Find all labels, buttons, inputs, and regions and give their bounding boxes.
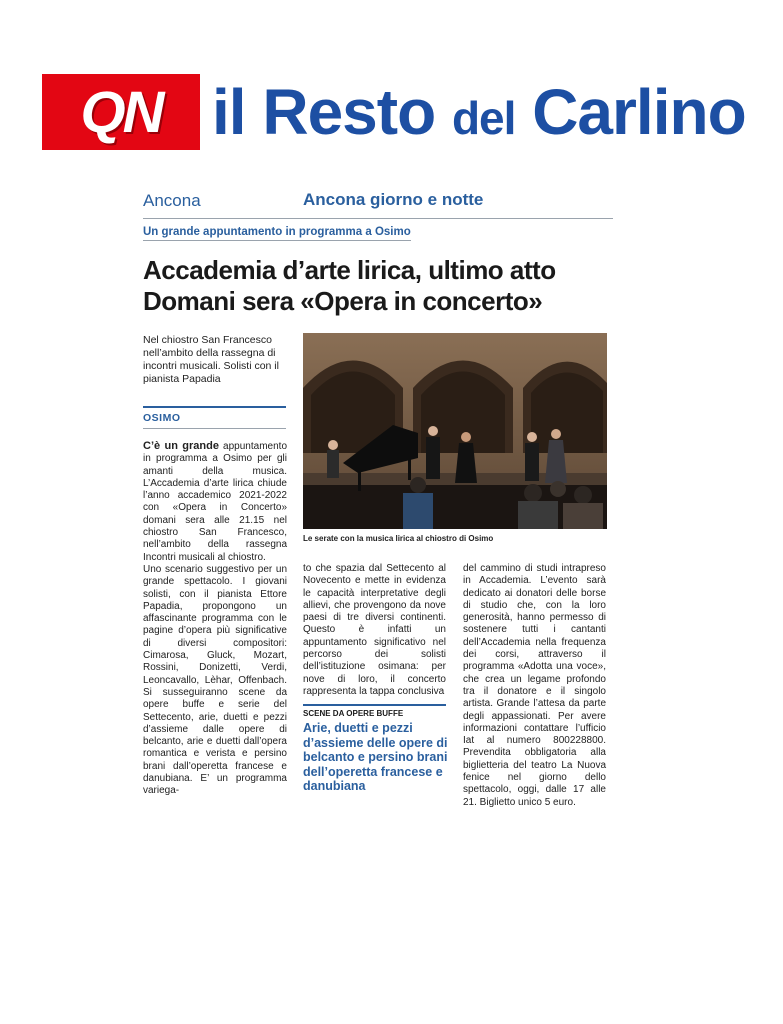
column-3-paragraph: del cammino di studi intrapreso in Accademia. L’evento sarà dedicato ai donatori delle borse di studio che, con la loro generosità, hanno permesso di sostenere tutti i cantanti dell’Accademia nella frequenza dei corsi, attraverso il programma «Adotta una voce», che crea un legame profondo tra il donatore e il singolo artista. Grande l’attesa da parte degli appassionati. Per avere informazioni contattare l’ufficio Iat al numero 800228800. Prevendita obbligatoria alla biglietteria del teatro La Nuova fenice nel giorno dello spettacolo, oggi, dalle 17 alle 21. Biglietto unico 5 euro. (463, 563, 606, 808)
masthead (42, 72, 746, 152)
column-1-paragraph-2: Uno scenario suggestivo per un grande spettacolo. I giovani solisti, con il pianista Ettore Papadia, propongono un affascinante programma con le pagine d’opera più significative di diversi compositori: Cimarosa, Gluck, Mozart, Rossini, Donizetti, Verdi, Leoncavallo, Lèhar, Offenbach. Si susseguiranno scene da opere buffe e serie del Settecento, arie, duetti e pezzi d’assieme dalle opere di belcanto, arie e duetti dall’opera romantica e verista e persino brani dall’operetta francese e danubiana. E’ un programma variega- (143, 563, 287, 797)
pull-quote: Arie, duetti e pezzi d’assieme delle opere di belcanto e persino brani dell’operetta francese e danubiana (303, 721, 448, 794)
newspaper-title-part2: del (451, 92, 516, 144)
newspaper-title-part1: il Resto (212, 76, 452, 148)
qn-logo (42, 74, 200, 150)
place-rule-bottom (143, 428, 286, 429)
newspaper-title (212, 72, 746, 158)
article-column-1 (143, 440, 287, 798)
headline-line-1: Accademia d’arte lirica, ultimo atto (143, 255, 556, 285)
place-rule-top (143, 406, 286, 408)
newspaper-title-part3: Carlino (515, 76, 746, 148)
article-column-3 (463, 563, 606, 809)
concert-photo-illustration (303, 333, 607, 529)
pull-quote-label: SCENE DA OPERE BUFFE (303, 709, 404, 718)
section-bar (143, 190, 613, 219)
article-summary: Nel chiostro San Francesco nell’ambito della rassegna di incontri musicali. Solisti con il pianista Papadia (143, 334, 279, 385)
qn-logo-text: QN (80, 79, 162, 145)
column-1-paragraph-1 (143, 440, 287, 564)
column-1-paragraph-1-text: appuntamento in programma a Osimo per gli amanti della musica. L’Accademia d’arte lirica chiude l’anno accademico 2021-2022 con «Opera in Concerto» domani sera alle 21.15 nel chiostro San Francesco, nell’ambito della rassegna Incontri musicali al chiostro. (143, 441, 287, 563)
column-2-paragraph: to che spazia dal Settecento al Novecento e mette in evidenza le capacità interpretative degli allievi, che provengono da nove paesi di tre diversi continenti. Questo è infatti un appuntamento significativo nel percorso dei solisti dell’istituzione osimana: per nove di loro, il concerto rappresenta la tappa conclusiva (303, 563, 446, 697)
article-column-2 (303, 563, 446, 698)
section-name: Ancona giorno e notte (303, 190, 484, 209)
dateline-place: OSIMO (143, 412, 181, 424)
article-kicker: Un grande appuntamento in programma a Osimo (143, 226, 411, 241)
lead-in: C’è un grande (143, 440, 219, 452)
headline-line-2: Domani sera «Opera in concerto» (143, 286, 543, 316)
photo-caption: Le serate con la musica lirica al chiostro di Osimo (303, 534, 494, 543)
article-photo (303, 333, 607, 529)
section-city: Ancona (143, 191, 201, 210)
pull-quote-rule (303, 704, 446, 706)
article-headline (143, 255, 623, 317)
